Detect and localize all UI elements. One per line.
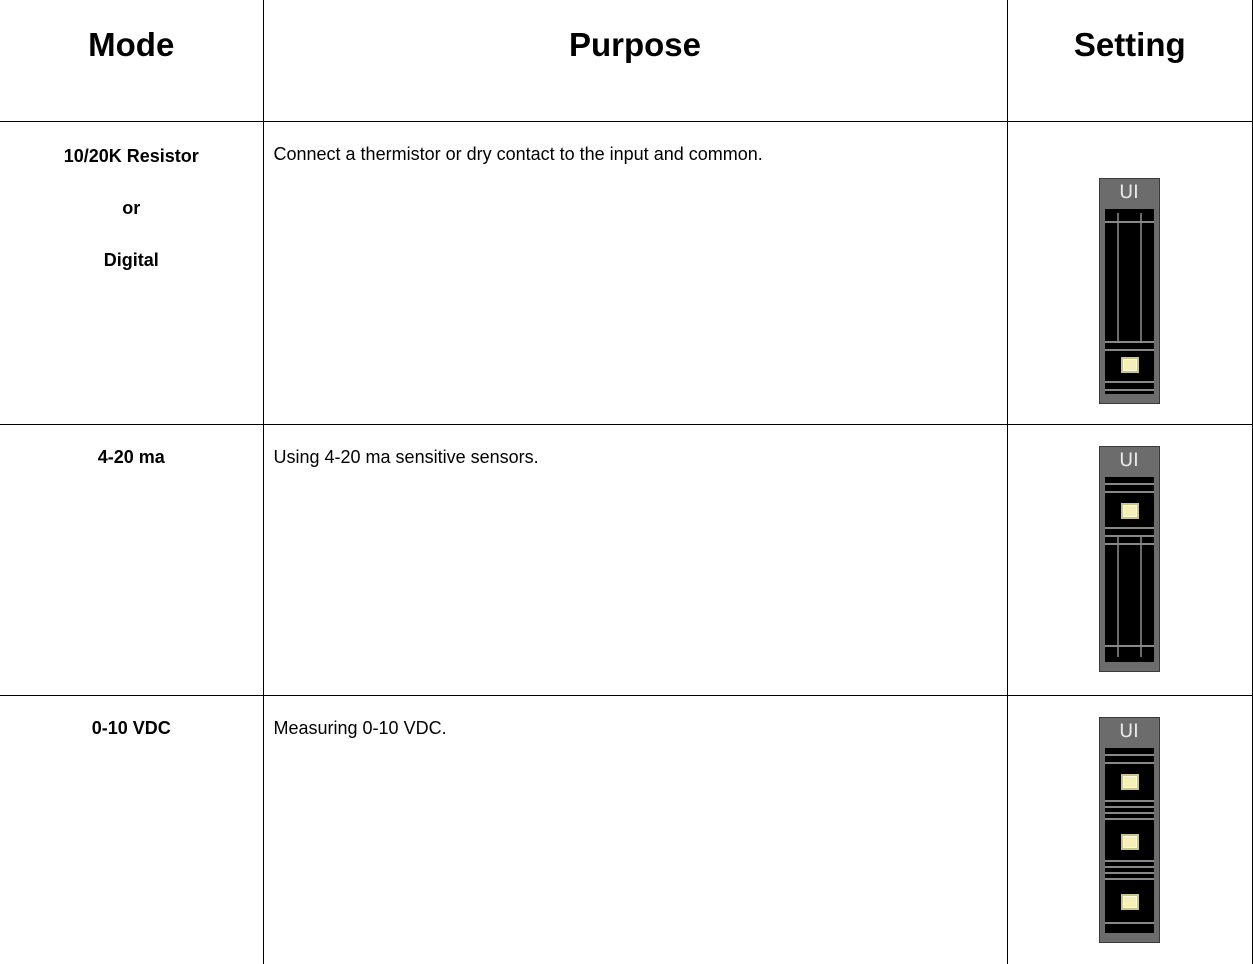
setting-cell [1007, 696, 1253, 964]
dip-switch-graphic [1099, 178, 1160, 404]
header-setting: Setting [1007, 0, 1253, 122]
header-row [0, 0, 1253, 122]
switch-knob [1121, 774, 1139, 790]
switch-label: UI [1100, 450, 1159, 470]
table-row [0, 696, 1253, 964]
mode-cell [0, 122, 263, 425]
switch-knob [1121, 834, 1139, 850]
switch-knob [1121, 894, 1139, 910]
header-mode: Mode [0, 0, 263, 122]
mode-line: Digital [0, 248, 263, 300]
setting-cell [1007, 425, 1253, 696]
header-purpose: Purpose [263, 0, 1007, 122]
mode-cell: 0-10 VDC [0, 696, 263, 964]
purpose-cell: Using 4-20 ma sensitive sensors. [263, 425, 1007, 696]
switch-label: UI [1100, 721, 1159, 741]
dip-switch-graphic [1099, 717, 1160, 943]
mode-line: 10/20K Resistor [0, 144, 263, 196]
switch-label: UI [1100, 182, 1159, 202]
dip-switch-graphic [1099, 446, 1160, 672]
purpose-cell: Connect a thermistor or dry contact to the input and common. [263, 122, 1007, 425]
switch-knob [1121, 357, 1139, 373]
setting-cell [1007, 122, 1253, 425]
switch-knob [1121, 503, 1139, 519]
purpose-cell: Measuring 0-10 VDC. [263, 696, 1007, 964]
table-row [0, 425, 1253, 696]
mode-cell: 4-20 ma [0, 425, 263, 696]
table-row [0, 122, 1253, 425]
mode-line: or [0, 196, 263, 248]
